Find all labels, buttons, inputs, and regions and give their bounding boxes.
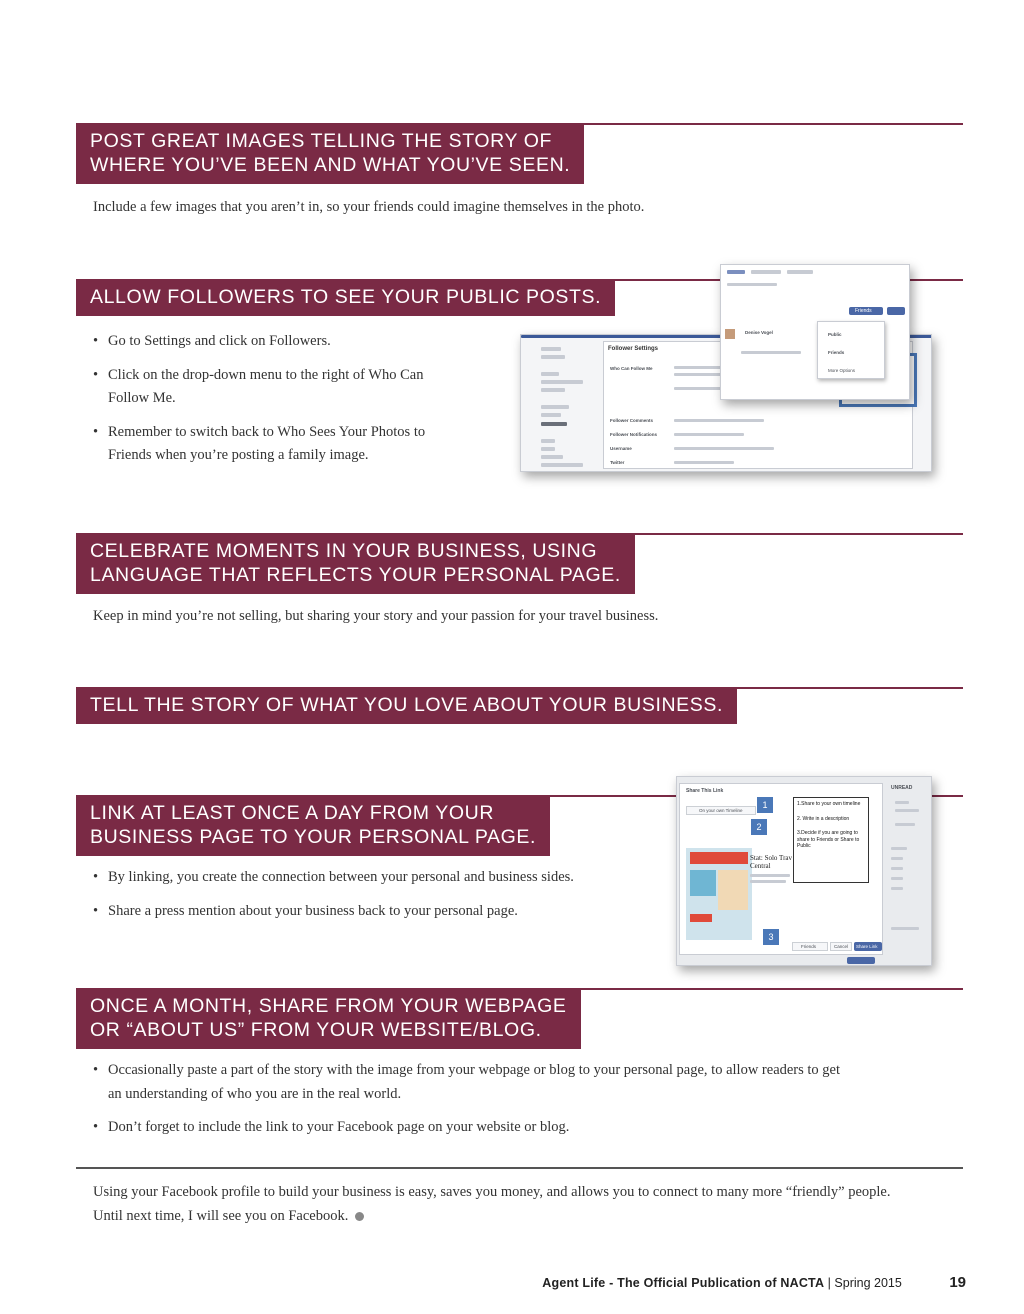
cancel-button: Cancel [830,942,852,951]
settings-row-label: Follower Notifications [610,432,658,437]
closing-rule [76,1167,963,1169]
friends-audience-button: Friends [849,307,883,315]
settings-row-label: Who Can Follow Me [610,366,653,371]
friends-select: Friends [792,942,828,951]
article-thumbnail [686,848,752,940]
callout-number: 2 [751,819,767,835]
dropdown-option-public: Public [828,332,842,337]
audience-dropdown [817,321,885,379]
section-text: Include a few images that you aren’t in, so your friends could imagine themselves in the photo. [93,199,645,215]
section-celebrate [76,533,963,633]
section-heading: POST GREAT IMAGES TELLING THE STORY OF WHERE YOU’VE BEEN AND WHAT YOU’VE SEEN. [76,123,584,184]
end-mark-icon [355,1212,364,1221]
list-item: • By linking, you create the connection between your personal and business sides. [93,866,673,890]
section-text: Keep in mind you’re not selling, but sharing your story and your passion for your travel business. [93,608,659,624]
settings-row-label: Follower Comments [610,418,654,423]
share-link-screenshot [676,776,932,966]
bullet-list [93,330,493,478]
section-tell-story [76,687,963,727]
bullet-list [93,866,673,933]
section-monthly-share [76,988,963,1148]
list-item: • Share a press mention about your business back to your personal page. [93,900,673,924]
article-title: Stat: Solo Trav Central [750,854,793,870]
instruction-callout: 1.Share to your own timeline 2. Write in a description 3.Decide if you are going to share to Friends or Share to Public [793,797,869,883]
list-item: • Don’t forget to include the link to your Facebook page on your website or blog. [93,1116,973,1140]
settings-row-label: Username [610,446,632,451]
list-item: • Remember to switch back to Who Sees Your Photos to Friends when you’re posting a family image. [93,421,493,468]
avatar [725,329,735,339]
page-number: 19 [949,1274,966,1291]
closing-paragraph: Using your Facebook profile to build your business is easy, saves you money, and allows you to connect to many more “friendly” people. Until next time, I will see you on Facebook. [93,1184,891,1224]
bullet-list [93,1059,973,1150]
callout-number: 3 [763,929,779,945]
post-audience-screenshot [720,264,910,400]
dropdown-option-more: More Options [828,368,856,373]
list-item: • Occasionally paste a part of the story with the image from your webpage or blog to your personal page, to allow readers to get an understanding of who you are in the real world. [93,1059,973,1106]
share-dialog-title: Share This Link [686,788,724,794]
dropdown-option-friends: Friends [828,350,845,355]
timeline-select: On your own Timeline [686,806,756,815]
panel-title: Follower Settings [608,346,659,352]
issue-date: Spring 2015 [834,1276,902,1290]
callout-number: 1 [757,797,773,813]
publication-name: Agent Life - The Official Publication of NACTA [542,1276,825,1290]
section-heading: LINK AT LEAST ONCE A DAY FROM YOUR BUSINESS PAGE TO YOUR PERSONAL PAGE. [76,795,550,856]
section-heading: TELL THE STORY OF WHAT YOU LOVE ABOUT YOUR BUSINESS. [76,687,737,724]
section-heading: ALLOW FOLLOWERS TO SEE YOUR PUBLIC POSTS. [76,279,615,316]
list-item: • Click on the drop-down menu to the right of Who Can Follow Me. [93,364,493,411]
section-post-images [76,123,963,223]
page-footer: Agent Life - The Official Publication of NACTA | Spring 2015 19 [542,1274,966,1291]
section-heading: ONCE A MONTH, SHARE FROM YOUR WEBPAGE OR “ABOUT US” FROM YOUR WEBSITE/BLOG. [76,988,581,1049]
share-link-button: Share Link [854,942,882,951]
settings-row-label: Twitter [610,460,625,465]
sidebar-header: UNREAD [891,785,913,791]
section-heading: CELEBRATE MOMENTS IN YOUR BUSINESS, USING LANGUAGE THAT REFLECTS YOUR PERSONAL PAGE. [76,533,635,594]
list-item: • Go to Settings and click on Followers. [93,330,493,354]
post-author: Denise Vogel [745,330,773,335]
